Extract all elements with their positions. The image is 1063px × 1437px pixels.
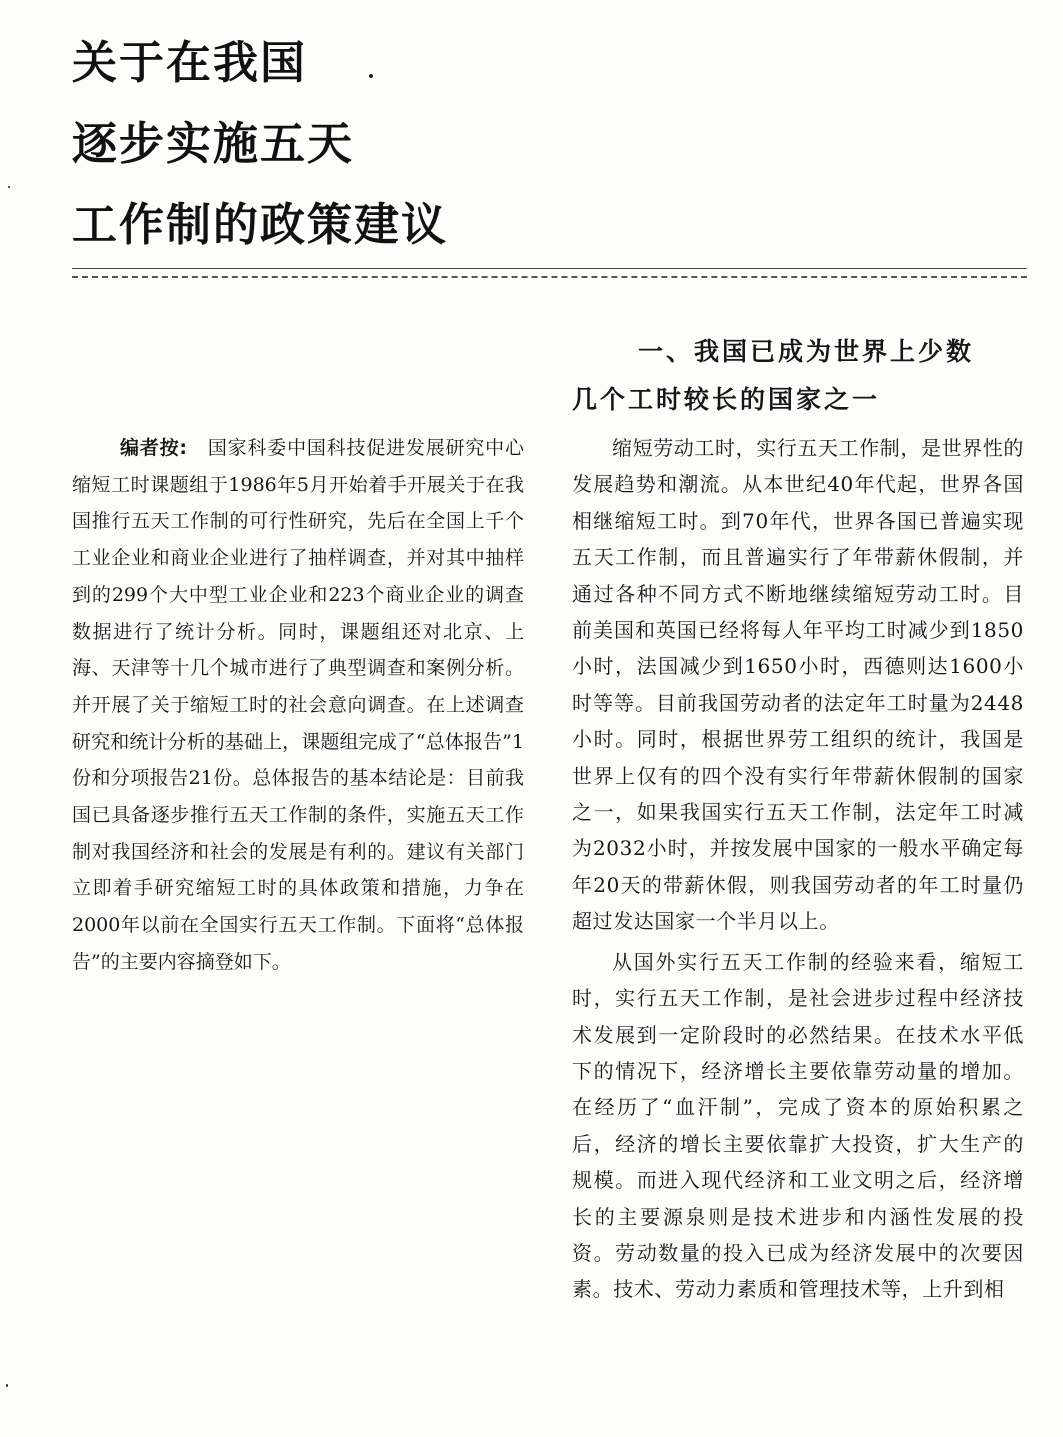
section-1 [572,328,1024,1308]
title-line-1: 关于在我国 [72,36,308,89]
print-speck [8,186,10,188]
print-speck [6,1384,8,1387]
section-1-paragraph-2: 从国外实行五天工作制的经验来看，缩短工时，实行五天工作制，是社会进步过程中经济技术发展到一定阶段时的必然结果。在技术水平低下的情况下，经济增长主要依靠劳动量的增加。在经历了“血汗制”，完成了资本的原始积累之后，经济的增长主要依靠扩大投资，扩大生产的规模。而进入现代经济和工业文明之后，经济增长的主要源泉则是技术进步和内涵性发展的投资。劳动数量的投入已成为经济发展中的次要因素。技术、劳动力素质和管理技术等，上升到相 [572,949,1024,1302]
section-1-heading-line-2: 几个工时较长的国家之一 [572,385,881,414]
title-divider-bottom [72,276,1027,278]
section-1-heading-line-1: 一、我国已成为世界上少数 [638,337,975,366]
editor-note-text: 国家科委中国科技促进发展研究中心缩短工时课题组于1986年5月开始着手开展关于在我国推行五天工作制的可行性研究，先后在全国上千个工业企业和商业企业进行了抽样调查，并对其中抽样到的299个大中型工业企业和223个商业企业的调查数据进行了统计分析。同时，课题组还对北京、上海、天津等十几个城市进行了典型调查和案例分析。并开展了关于缩短工时的社会意向调查。在上述调查研究和统计分析的基础上，课题组完成了“总体报告”1份和分项报告21份。总体报告的基本结论是：目前我国已具备逐步推行五天工作制的条件，实施五天工作制对我国经济和社会的发展是有利的。建议有关部门立即着手研究缩短工时的具体政策和措施，力争在2000年以前在全国实行五天工作制。下面将“总体报告”的主要内容摘登如下。 [72,437,524,973]
section-1-paragraph-1: 缩短劳动工时，实行五天工作制，是世界性的发展趋势和潮流。从本世纪40年代起，世界各国相继缩短工时。到70年代，世界各国已普遍实现五天工作制，而且普遍实行了年带薪休假制，并通过各种不同方式不断地继续缩短劳动工时。目前美国和英国已经将每人年平均工时减少到1850小时，法国减少到1650小时，西德则达1600小时等等。目前我国劳动者的法定年工时量为2448小时。同时，根据世界劳工组织的统计，我国是世界上仅有的四个没有实行年带薪休假制的国家之一，如果我国实行五天工作制，法定年工时减为2032小时，并按发展中国家的一般水平确定每年20天的带薪休假，则我国劳动者的年工时量仍超过发达国家一个半月以上。 [572,436,1024,934]
editor-note-paragraph [72,430,524,981]
print-speck [369,74,373,78]
title-line-2: 逐步实施五天 [72,117,355,170]
section-1-heading [572,328,1024,424]
title-line-3: 工作制的政策建议 [72,198,449,251]
article-title [72,22,632,265]
editor-note [72,430,524,981]
title-divider-top [72,268,1027,269]
editor-note-label: 编者按: [120,437,188,459]
